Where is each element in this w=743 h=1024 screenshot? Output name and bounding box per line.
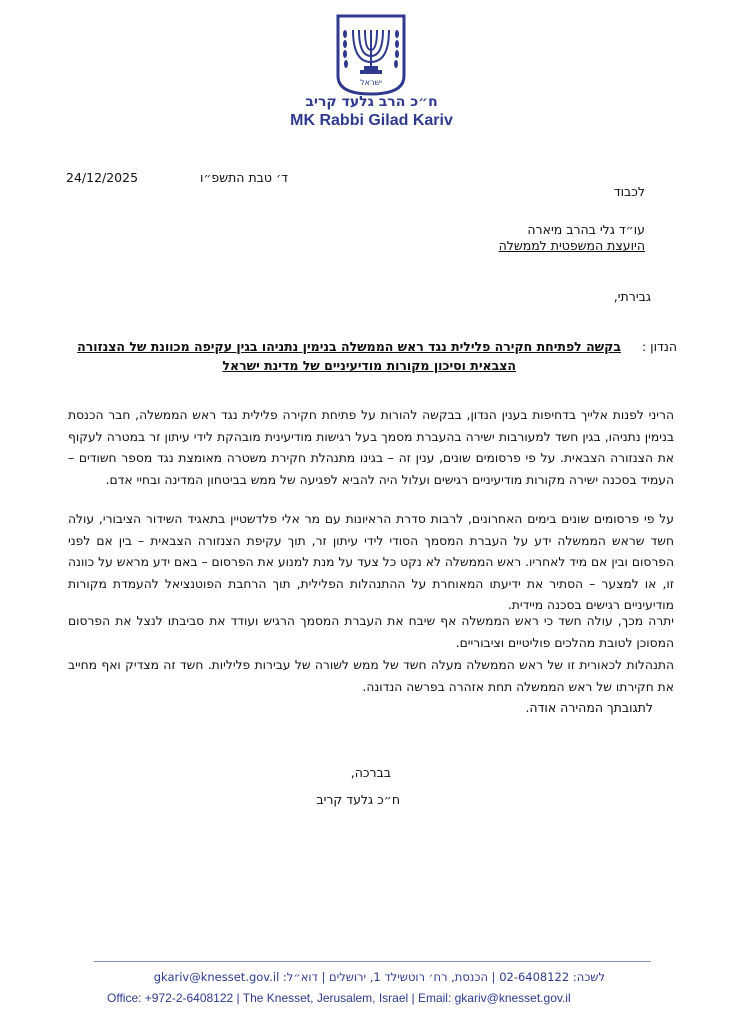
body-paragraph-4: התנהלות לכאורית זו של ראש הממשלה מעלה חשד של ממש לשורה של עבירות פליליות. חשד זה מצדיק ואף מחייב את חקירתו של ראש הממשלה תחת אזהרה בפרשה הנדונה.	[68, 658, 674, 694]
greeting: גבירתי,	[613, 289, 651, 304]
date-hebrew: ד׳ טבת התשפ״ו	[199, 170, 288, 185]
body-paragraph-2: על פי פרסומים שונים בימים האחרונים, לרבות סדרת הראיונות עם מר אלי פלדשטיין בתאגיד השידור הציבורי, עולה חשד שראש הממשלה ידע על העברת המסמך הסודי לידי עיתון זר, תוך עקיפת הצנזורה הצבאית – בין אם לפני הפרסום ובין אם מיד לאחריו. ראש הממשלה לא נקט כל צעד על מנת למנוע את הפרסום – באם ידע מראש על כוונה זו, או למצער – הסתיר את ידיעתו המאוחרת על ההתנהלות הפלילית, תוך הרחבת הפוטנציאל להעמדת מקורות מודיעיניים רגישים בסכנה מיידית.	[68, 512, 674, 612]
footer-hebrew: לשכה: 02-6408122 | הכנסת, רח׳ רוטשילד 1, ירושלים | דוא״ל: gkariv@knesset.gov.il	[153, 970, 605, 984]
body-paragraph-1: הריני לפנות אלייך בדחיפות בענין הנדון, בבקשה להורות על פתיחת חקירה פלילית נגד ראש הממשלה, חבר הכנסת בנימין נתניהו, בגין חשד למעורבות ישירה בהעברת מסמך בעל רגישות מודיעינית מובהקת לידי עיתון זר במטרה לעקוף את הצנזורה הצבאית. על פי פרסומים שונים, ענין זה – בגינו מתנהלת חקירת משטרה מאומצת נגד מספר חשודים – העמיד בסכנה ישירה מקורות מודיעיניים רגישים ועלול היה להביא לפגיעה של ממש בביטחון המדינה ובחיי אדם.	[68, 408, 674, 487]
recipient-name: עו״ד גלי בהרב מיארה	[527, 222, 645, 237]
blessing: בברכה,	[350, 765, 391, 780]
closing-line: לתגובתך המהירה אודה.	[525, 700, 653, 715]
subject-line-1: בקשה לפתיחת חקירה פלילית נגד ראש הממשלה בנימין נתניהו בגין עקיפה מכוונת של הצנזורה	[77, 339, 621, 354]
subject-label: הנדון :	[642, 339, 677, 354]
signature: ח״כ גלעד קריב	[316, 792, 400, 807]
date-numeric: 24/12/2025	[66, 170, 139, 185]
body-paragraph-3: יתרה מכך, עולה חשד כי ראש הממשלה אף שיבח את העברת המסמך הרגיש ועודד את סביבתו לנצל את הפרסום המסוכן לטובת מהלכים פוליטיים וציבוריים.	[68, 614, 674, 650]
mk-name-hebrew: ח״כ הרב גלעד קריב	[305, 94, 438, 110]
footer-divider	[94, 961, 651, 962]
footer-english: Office: +972-2-6408122 | The Knesset, Jerusalem, Israel | Email: gkariv@knesset.gov.il	[107, 991, 571, 1005]
knesset-emblem-icon	[336, 14, 406, 96]
subject-line-2: הצבאית וסיכון מקורות מודיעיניים של מדינת ישראל	[222, 358, 516, 373]
recipient-title: היועצת המשפטית לממשלה	[498, 238, 645, 253]
emblem-text: ישראל	[360, 78, 382, 87]
to-label: לכבוד	[613, 184, 645, 199]
mk-name-english: MK Rabbi Gilad Kariv	[290, 112, 453, 129]
